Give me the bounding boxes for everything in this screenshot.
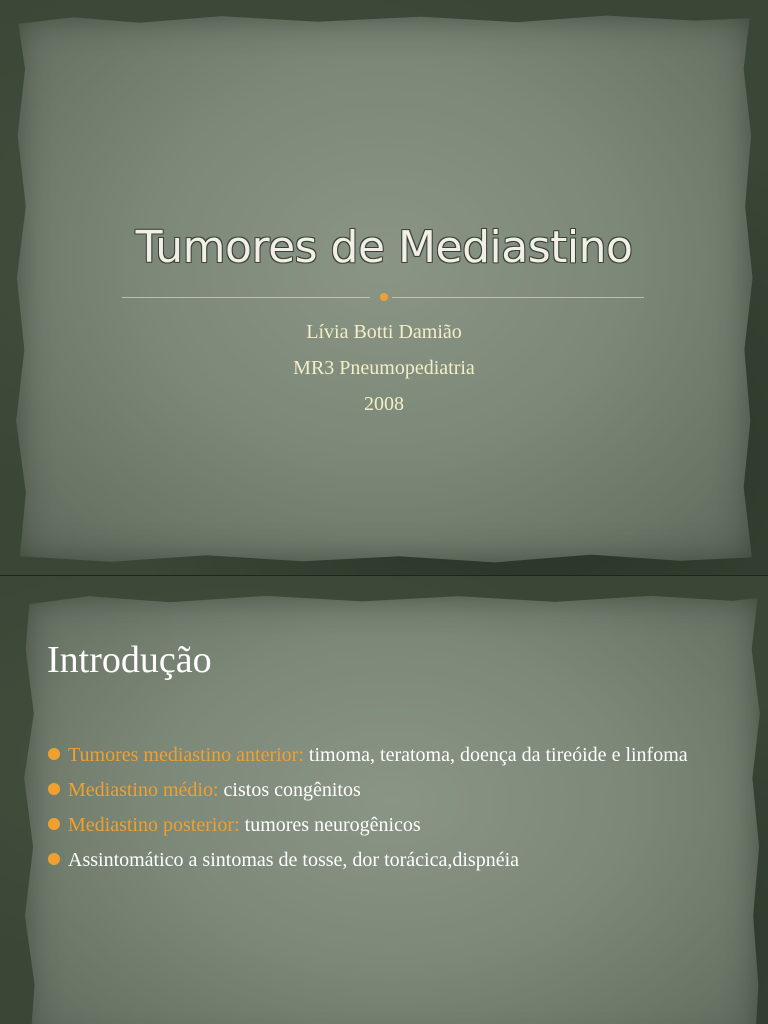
list-item — [46, 777, 706, 804]
title-rule-right — [392, 297, 644, 298]
author-role: MR3 Pneumopediatria — [293, 357, 475, 379]
bullet-dot-icon — [48, 818, 60, 830]
content-slide — [0, 576, 768, 1024]
bullet-dot-icon — [48, 783, 60, 795]
bullet-list — [46, 742, 706, 882]
slide-heading: Introdução — [47, 639, 212, 681]
presentation-year: 2008 — [364, 393, 404, 415]
slide-title: Tumores de Mediastino — [135, 222, 633, 273]
bullet-text: cistos congênitos — [218, 779, 361, 801]
bullet-label: Mediastino posterior: — [68, 814, 240, 836]
bullet-text: timoma, teratoma, doença da tireóide e linfoma — [303, 744, 688, 766]
paper-background — [14, 14, 754, 564]
bullet-label: Tumores mediastino anterior: — [68, 744, 304, 766]
list-item — [46, 812, 706, 839]
bullet-text: Assintomático a sintomas de tosse, dor torácica,dispnéia — [68, 849, 520, 871]
title-rule-left — [122, 297, 370, 298]
slide-subtitle — [0, 314, 768, 422]
list-item — [46, 847, 706, 874]
bullet-dot-icon — [48, 853, 60, 865]
bullet-text: tumores neurogênicos — [239, 814, 421, 836]
bullet-dot-icon — [48, 748, 60, 760]
bullet-label: Mediastino médio: — [68, 779, 219, 801]
title-ornament-dot-icon — [380, 293, 388, 301]
author-name: Lívia Botti Damião — [306, 321, 462, 343]
list-item — [46, 742, 706, 769]
